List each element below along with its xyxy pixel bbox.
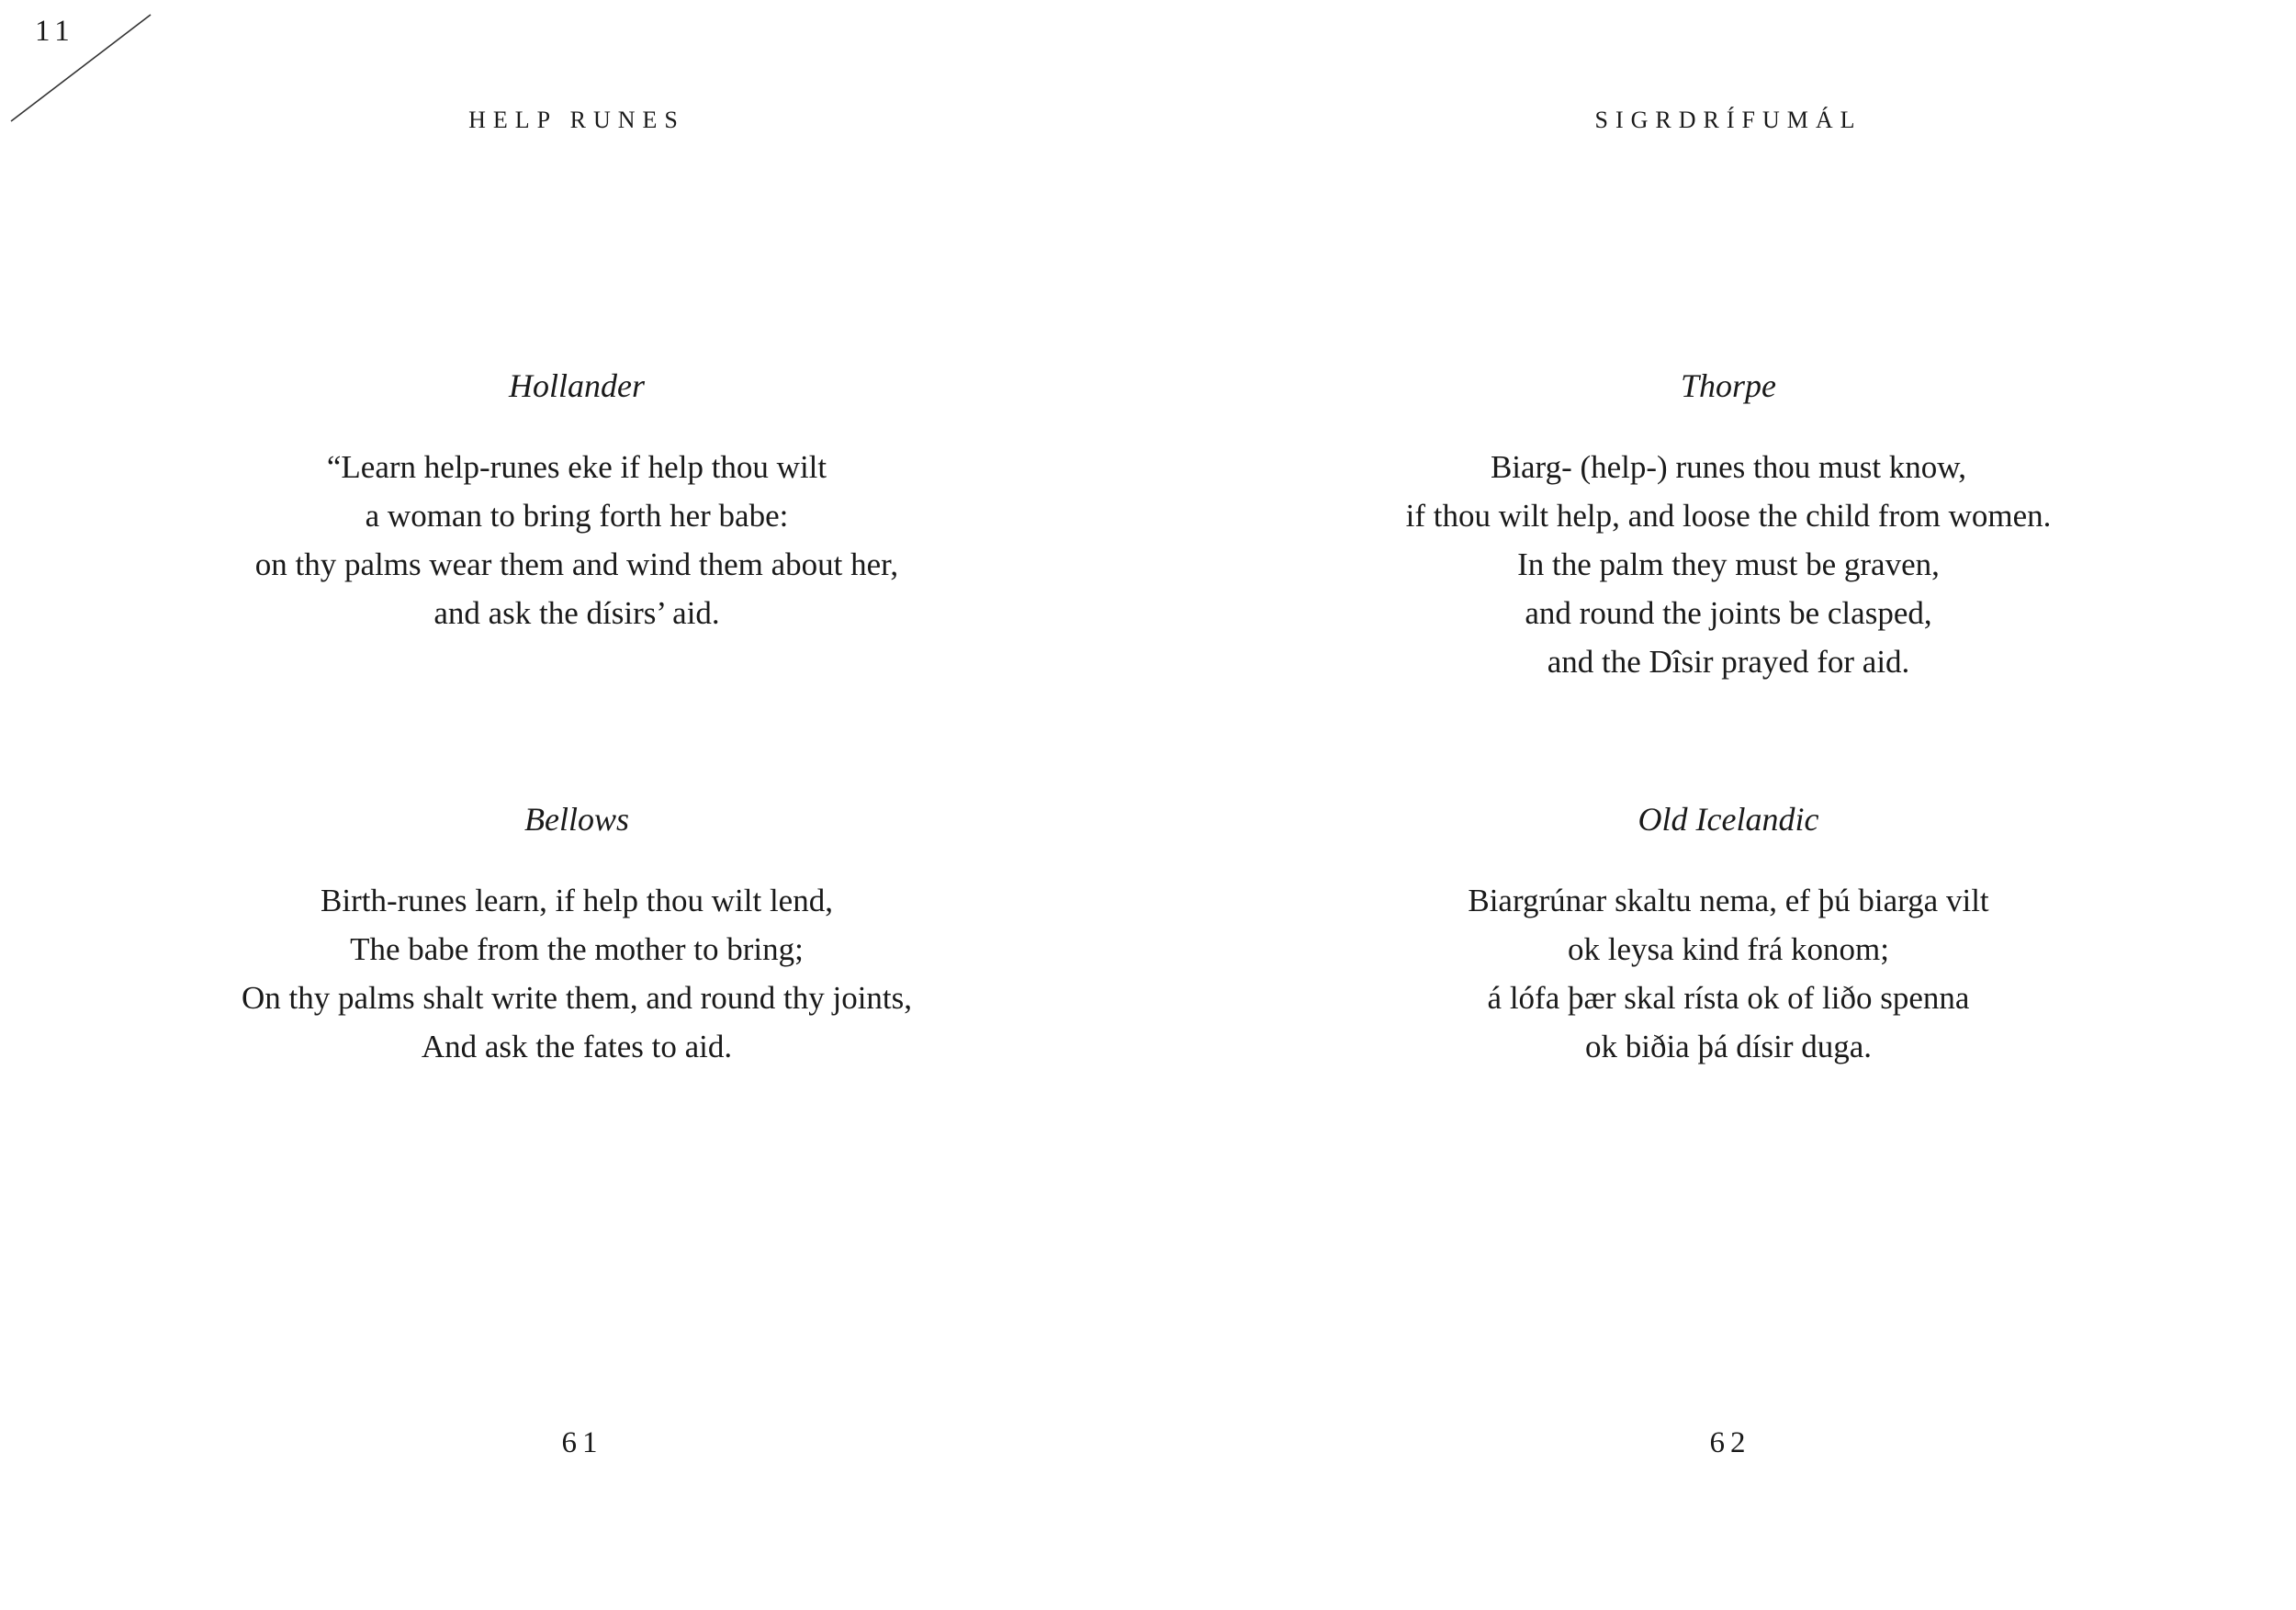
verse-line: The babe from the mother to bring; bbox=[350, 931, 804, 967]
translator-name: Old Icelandic bbox=[1638, 801, 1819, 838]
verse-line: Biarg- (help-) runes thou must know, bbox=[1490, 449, 1967, 485]
verse-line: and round the joints be clasped, bbox=[1525, 595, 1932, 631]
page-number-left: 61 bbox=[561, 1426, 603, 1459]
verse-line: á lófa þær skal rísta ok of liðo spenna bbox=[1487, 980, 1970, 1016]
translator-name: Hollander bbox=[509, 367, 645, 404]
right-page bbox=[1148, 0, 2296, 1610]
verse-line: on thy palms wear them and wind them about her, bbox=[254, 546, 899, 582]
running-head-right: SIGRDRÍFUMÁL bbox=[1594, 107, 1863, 133]
running-head-left: HELP RUNES bbox=[468, 107, 685, 133]
translator-name: Bellows bbox=[524, 801, 629, 838]
chapter-number: 11 bbox=[35, 15, 75, 48]
page-number-right: 62 bbox=[1709, 1426, 1751, 1459]
verse-line: Birth-runes learn, if help thou wilt lend, bbox=[321, 883, 833, 918]
verse-line: and ask the dísirs’ aid. bbox=[433, 595, 720, 631]
verse-line: Biargrúnar skaltu nema, ef þú biarga vilt bbox=[1468, 883, 1989, 918]
verse-line: In the palm they must be graven, bbox=[1517, 546, 1940, 582]
verse-line: And ask the fates to aid. bbox=[421, 1029, 733, 1064]
verse-section-bellows bbox=[3, 803, 1151, 1071]
translator-name: Thorpe bbox=[1680, 367, 1776, 404]
verse-line: if thou wilt help, and loose the child from women. bbox=[1405, 498, 2052, 534]
verse-line: ok biðia þá dísir duga. bbox=[1584, 1029, 1873, 1064]
verse-line: On thy palms shalt write them, and round thy joints, bbox=[241, 980, 913, 1016]
verse-line: “Learn help-runes eke if help thou wilt bbox=[326, 449, 827, 485]
verse-section-hollander bbox=[3, 369, 1151, 637]
verse-section-thorpe bbox=[1154, 369, 2296, 686]
verse-line: and the Dîsir prayed for aid. bbox=[1547, 644, 1910, 680]
verse-line: a woman to bring forth her babe: bbox=[365, 498, 789, 534]
verse-line: ok leysa kind frá konom; bbox=[1568, 931, 1889, 967]
verse-section-old-icelandic bbox=[1154, 803, 2296, 1071]
